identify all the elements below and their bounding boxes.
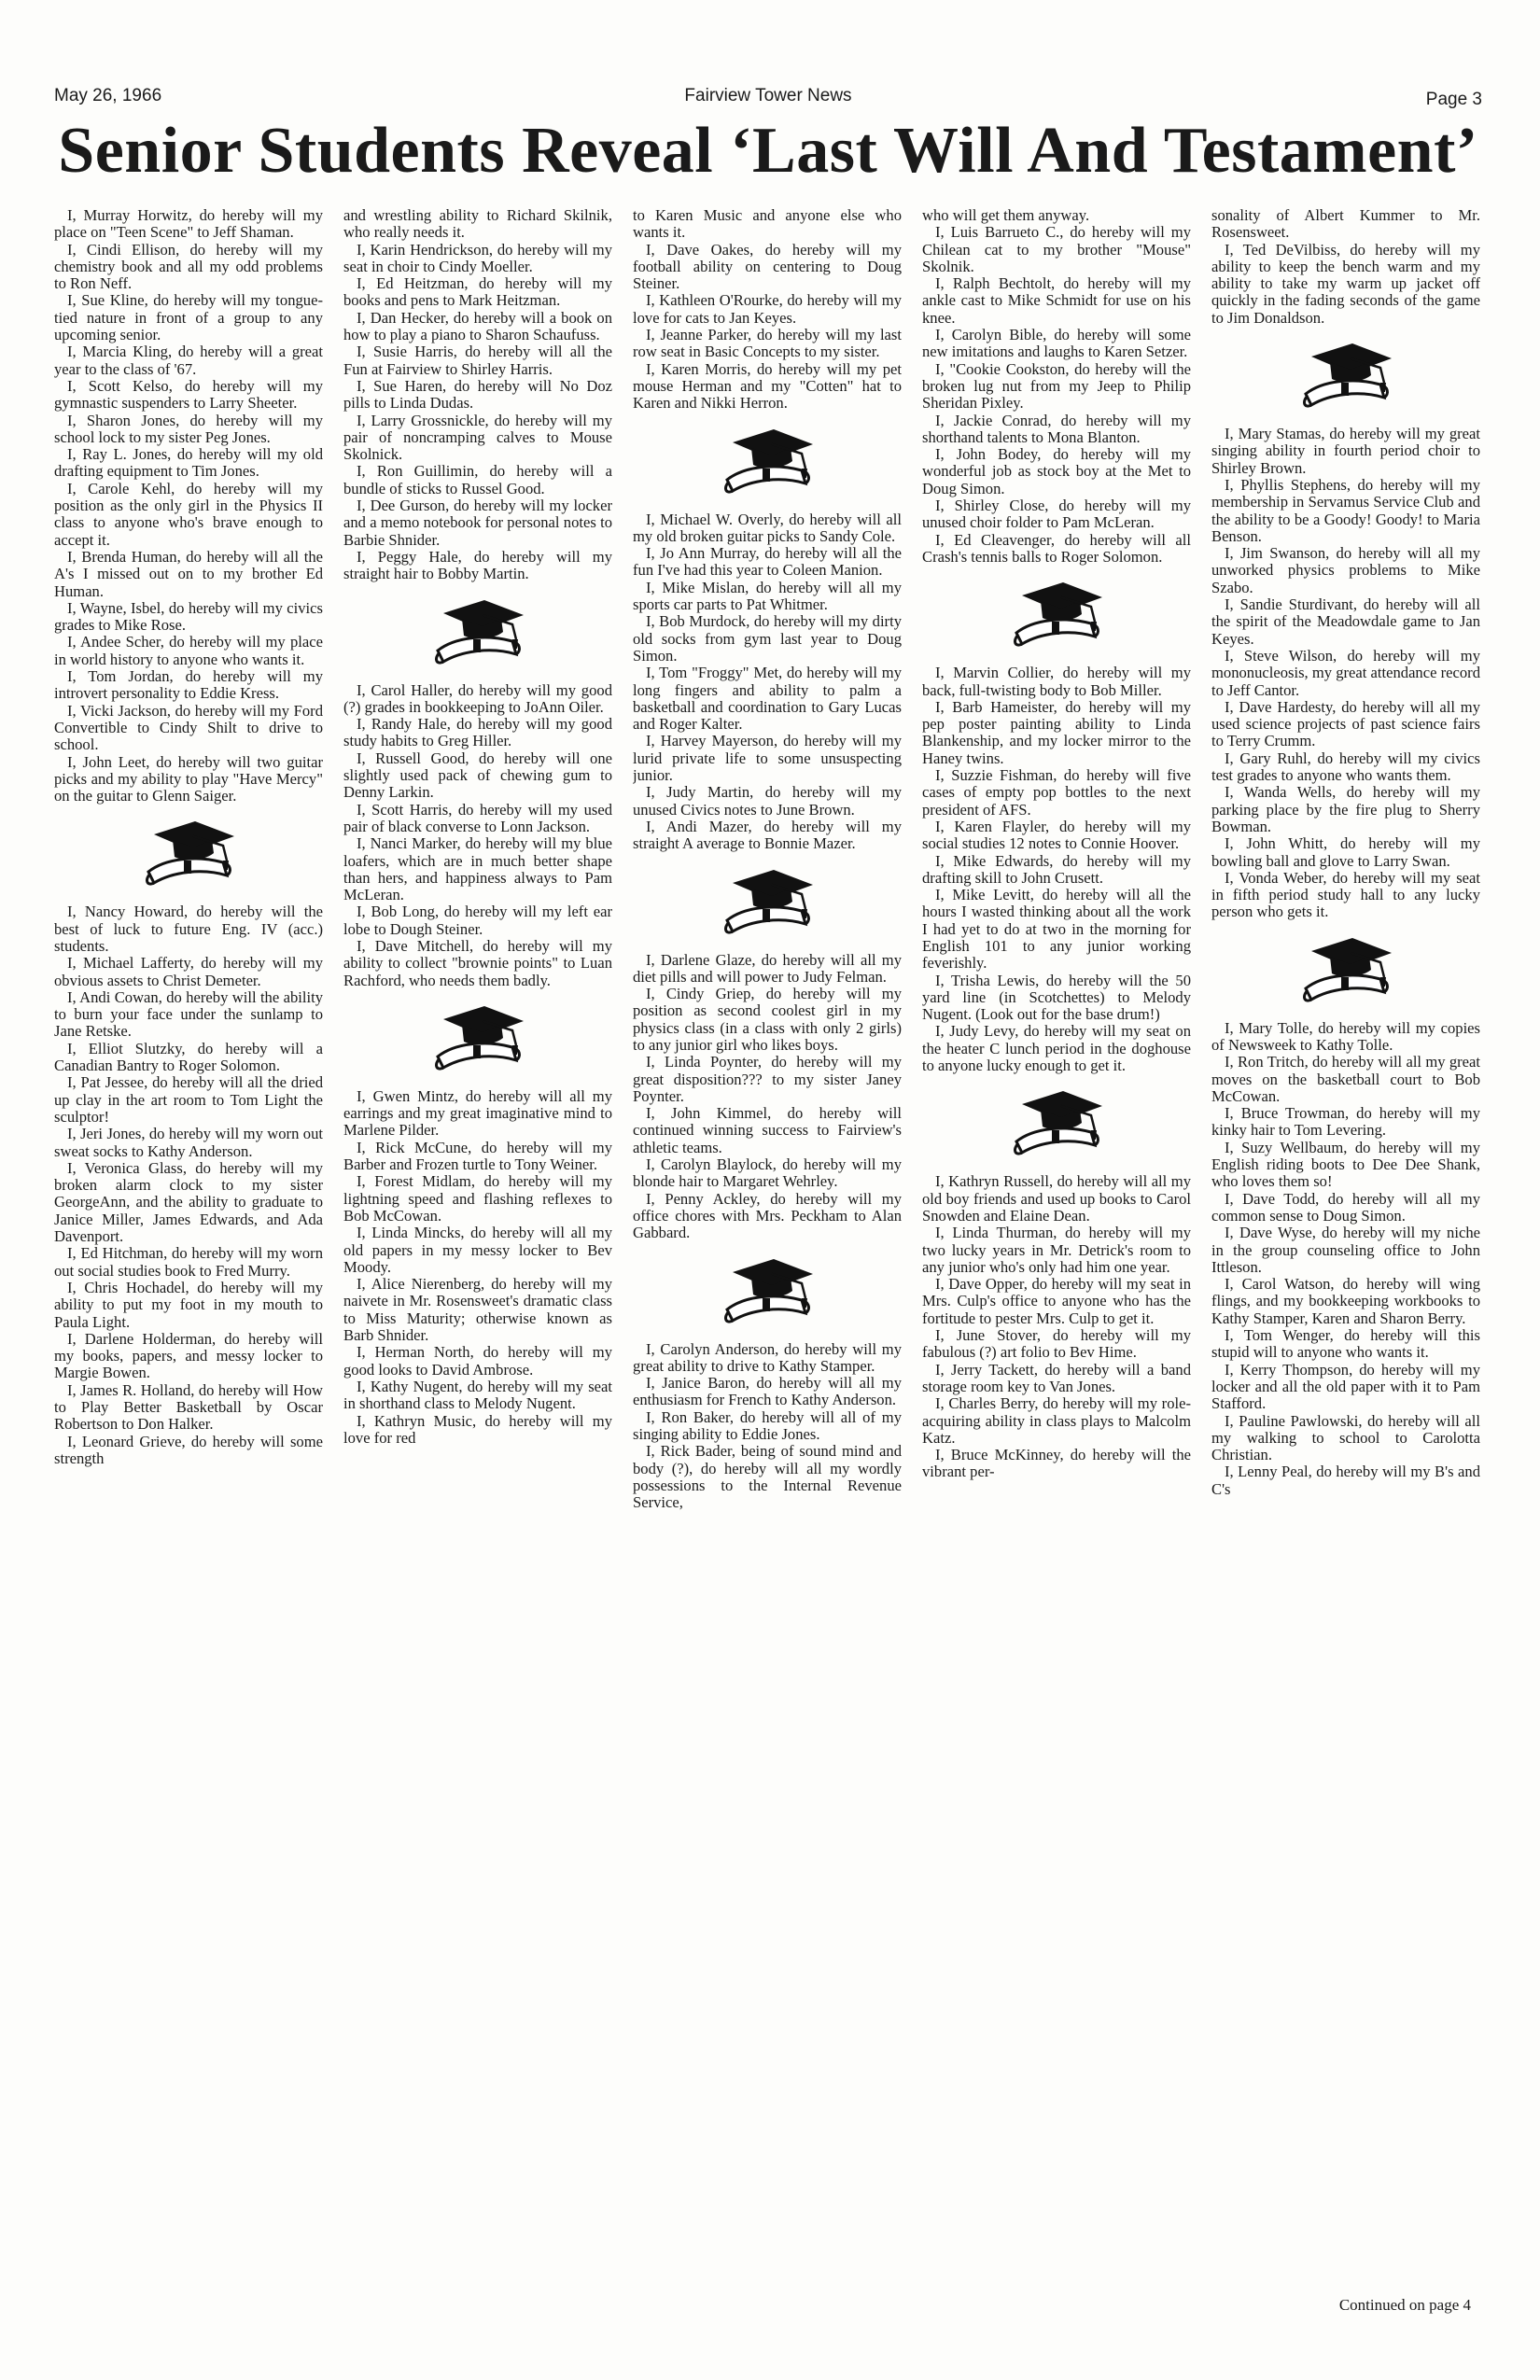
will-entry: I, Marcia Kling, do hereby will a great year to the class of '67.	[54, 343, 323, 378]
will-entry: I, James R. Holland, do hereby will How to Play Better Basketball by Oscar Robertson to Don Halker.	[54, 1380, 323, 1434]
column-3	[633, 207, 902, 2352]
will-entry: I, Forest Midlam, do hereby will my lightning speed and flashing reflexes to Bob McCowan.	[343, 1172, 612, 1225]
will-entry: I, Linda Thurman, do hereby will my two lucky years in Mr. Detrick's room to any junior who's only had him one year.	[922, 1224, 1191, 1276]
will-entry: I, Carolyn Anderson, do hereby will my great ability to drive to Kathy Stamper.	[633, 1339, 902, 1375]
will-entry: I, Barb Hameister, do hereby will my pep poster painting ability to Linda Blankenship, and my locker mirror to the Haney twins.	[922, 697, 1191, 767]
will-entry: I, Ed Heitzman, do hereby will my books and pens to Mark Heitzman.	[343, 274, 612, 310]
will-entry: I, John Bodey, do hereby will my wonderful job as stock boy at the Met to Doug Simon.	[922, 445, 1191, 497]
will-entry: I, Larry Grossnickle, do hereby will my pair of noncramping calves to Mouse Skolnick.	[343, 411, 612, 464]
will-entry: I, Russell Good, do hereby will one slightly used pack of chewing gum to Denny Larkin.	[343, 749, 612, 802]
will-entry: I, Dave Hardesty, do hereby will all my used science projects of past science fairs to Terry Crumm.	[1211, 697, 1480, 750]
will-entry: I, Bruce Trowman, do hereby will my kinky hair to Tom Levering.	[1211, 1104, 1480, 1140]
will-entry: I, Randy Hale, do hereby will my good study habits to Greg Hiller.	[343, 715, 612, 750]
column-4	[922, 207, 1191, 2352]
will-entry: I, Phyllis Stephens, do hereby will my membership in Servamus Service Club and the ability to be a Goody! Goody! to Maria Benson.	[1211, 475, 1480, 545]
will-entry: I, Tom Wenger, do hereby will this stupid will to anyone who wants it.	[1211, 1326, 1480, 1362]
will-entry: who will get them anyway.	[922, 207, 1090, 224]
headline: Senior Students Reveal ‘Last Will And Testament’	[58, 115, 1478, 187]
mortarboard-diploma-icon	[1005, 1084, 1108, 1164]
will-entry: I, Dave Todd, do hereby will all my common sense to Doug Simon.	[1211, 1189, 1480, 1225]
will-entry: I, Dave Mitchell, do hereby will my ability to collect "brownie points" to Luan Rachford, who needs them badly.	[343, 936, 612, 989]
mortarboard-diploma-icon	[716, 862, 819, 943]
will-entry: I, Jeri Jones, do hereby will my worn out sweat socks to Kathy Anderson.	[54, 1125, 323, 1160]
will-entry: I, Kathryn Russell, do hereby will all my old boy friends and used up books to Carol Snowden and Elaine Dean.	[922, 1172, 1191, 1225]
will-entry: I, Scott Harris, do hereby will my used pair of black converse to Lonn Jackson.	[343, 800, 612, 835]
will-entry: I, Ted DeVilbiss, do hereby will my ability to keep the bench warm and my ability to take my warm up jacket off quickly in the fading seconds of the game to Jim Donaldson.	[1211, 240, 1480, 327]
will-entry: I, Mary Tolle, do hereby will my copies of Newsweek to Kathy Tolle.	[1211, 1018, 1480, 1054]
will-entry: I, Jim Swanson, do hereby will all my unworked physics problems to Mike Szabo.	[1211, 544, 1480, 596]
will-entry: I, Brenda Human, do hereby will all the A's I missed out on to my brother Ed Human.	[54, 547, 323, 600]
will-entry: I, Ralph Bechtolt, do hereby will my ankle cast to Mike Schmidt for use on his knee.	[922, 274, 1191, 327]
will-entry: I, Jerry Tackett, do hereby will a band storage room key to Van Jones.	[922, 1360, 1191, 1395]
will-entry: I, Charles Berry, do hereby will my role-acquiring ability in class plays to Malcolm Katz.	[922, 1394, 1191, 1447]
will-entry: I, Janice Baron, do hereby will all my enthusiasm for French to Kathy Anderson.	[633, 1374, 902, 1409]
will-entry: I, Kathy Nugent, do hereby will my seat in shorthand class to Melody Nugent.	[343, 1377, 612, 1413]
will-entry: I, Lenny Peal, do hereby will my B's and C's	[1211, 1463, 1480, 1498]
will-entry: I, Ed Cleavenger, do hereby will all Crash's tennis balls to Roger Solomon.	[922, 530, 1191, 566]
will-entry: I, Nanci Marker, do hereby will my blue loafers, which are in much better shape than hers, and happiness always to Pam McLeran.	[343, 834, 612, 904]
will-entry: I, Elliot Slutzky, do hereby will a Canadian Bantry to Roger Solomon.	[54, 1039, 323, 1075]
will-entry: I, Karen Morris, do hereby will my pet mouse Herman and my "Cotten" hat to Karen and Nikki Herron.	[633, 359, 902, 413]
will-entry: I, Marvin Collier, do hereby will my back, full-twisting body to Bob Miller.	[922, 664, 1191, 699]
will-entry: I, Susie Harris, do hereby will all the Fun at Fairview to Shirley Harris.	[343, 343, 612, 378]
will-entry: I, Andi Cowan, do hereby will the ability to burn your face under the sunlamp to Jane Retske.	[54, 987, 323, 1041]
will-entry: I, Gary Ruhl, do hereby will my civics test grades to anyone who wants them.	[1211, 749, 1480, 785]
mortarboard-diploma-icon	[427, 999, 529, 1079]
will-entry: I, Darlene Holderman, do hereby will my books, papers, and messy locker to Margie Bowen.	[54, 1329, 323, 1382]
will-entry: I, Michael W. Overly, do hereby will all my old broken guitar picks to Sandy Cole.	[633, 510, 902, 545]
will-entry: I, Bruce McKinney, do hereby will the vibrant per-	[922, 1446, 1191, 1481]
will-entry: I, John Leet, do hereby will two guitar picks and my ability to play "Have Mercy" on the guitar to Glenn Saiger.	[54, 752, 323, 805]
will-entry: I, Ron Tritch, do hereby will all my great moves on the basketball court to Bob McCowan.	[1211, 1053, 1480, 1105]
will-entry: I, Rick McCune, do hereby will my Barber and Frozen turtle to Tony Weiner.	[343, 1138, 612, 1174]
will-entry: I, John Whitt, do hereby will my bowling ball and glove to Larry Swan.	[1211, 834, 1480, 870]
will-entry: I, Carol Haller, do hereby will my good (?) grades in bookkeeping to JoAnn Oiler.	[343, 680, 612, 716]
mortarboard-diploma-icon	[1005, 575, 1108, 655]
will-entry: I, Andee Scher, do hereby will my place in world history to anyone who wants it.	[54, 633, 323, 668]
will-entry: I, Carolyn Blaylock, do hereby will my blonde hair to Margaret Wehrley.	[633, 1155, 902, 1191]
will-entry: I, Andi Mazer, do hereby will my straight A average to Bonnie Mazer.	[633, 817, 902, 853]
will-entry: I, Rick Bader, being of sound mind and body (?), do hereby will all my wordly possessions to the Internal Revenue Service,	[633, 1442, 902, 1512]
will-entry: I, Tom Jordan, do hereby will my introvert personality to Eddie Kress.	[54, 667, 323, 703]
will-entry: I, Nancy Howard, do hereby will the best of luck to future Eng. IV (acc.) students.	[54, 903, 323, 955]
will-entry: I, Suzy Wellbaum, do hereby will my English riding boots to Dee Dee Shank, who loves them so!	[1211, 1138, 1480, 1191]
will-entry: I, Sharon Jones, do hereby will my school lock to my sister Peg Jones.	[54, 411, 323, 446]
will-entry: I, Peggy Hale, do hereby will my straight hair to Bobby Martin.	[343, 547, 612, 583]
mortarboard-diploma-icon	[716, 422, 819, 502]
will-entry: I, Dave Opper, do hereby will my seat in Mrs. Culp's office to anyone who has the fortitude to pester Mrs. Culp to get it.	[922, 1275, 1191, 1327]
article-columns	[54, 207, 1482, 2352]
will-entry: I, Leonard Grieve, do hereby will some strength	[54, 1432, 323, 1467]
will-entry: I, Cindy Griep, do hereby will my position as second coolest girl in my physics class (in a class with only 2 girls) to any junior girl who likes boys.	[633, 985, 902, 1054]
will-entry: I, Jeanne Parker, do hereby will my last row seat in Basic Concepts to my sister.	[633, 326, 902, 361]
will-entry: I, Jo Ann Murray, do hereby will all the fun I've had this year to Coleen Manion.	[633, 544, 902, 580]
will-entry: I, Jackie Conrad, do hereby will my shorthand talents to Mona Blanton.	[922, 411, 1191, 446]
will-entry: I, Ron Guillimin, do hereby will a bundle of sticks to Russel Good.	[343, 462, 612, 497]
column-2	[343, 207, 612, 2352]
mortarboard-diploma-icon	[1295, 336, 1397, 416]
will-entry: I, Sue Haren, do hereby will No Doz pills to Linda Dudas.	[343, 376, 612, 413]
continued-note: Continued on page 4	[1338, 2296, 1471, 2314]
will-entry: I, Ron Baker, do hereby will all of my singing ability to Eddie Jones.	[633, 1407, 902, 1444]
will-entry: I, Herman North, do hereby will my good looks to David Ambrose.	[343, 1343, 612, 1379]
page-number: Page 3	[1425, 90, 1482, 109]
newspaper-name: Fairview Tower News	[684, 86, 852, 105]
will-entry: I, Gwen Mintz, do hereby will all my earrings and my great imaginative mind to Marlene Pilder.	[343, 1086, 612, 1140]
will-entry: I, Bob Long, do hereby will my left ear lobe to Dough Steiner.	[343, 903, 612, 938]
will-entry: I, Murray Horwitz, do hereby will my place on "Teen Scene" to Jeff Shaman.	[54, 207, 323, 242]
will-entry: I, Carol Watson, do hereby will wing flings, and my bookkeeping workbooks to Kathy Stamper, Karen and Sharon Berry.	[1211, 1275, 1480, 1327]
will-entry: I, Judy Levy, do hereby will my seat on the heater C lunch period in the doghouse to anyone lucky enough to get it.	[922, 1022, 1191, 1075]
will-entry: I, Mike Mislan, do hereby will all my sports car parts to Pat Whitmer.	[633, 578, 902, 614]
will-entry: I, Dan Hecker, do hereby will a book on how to play a piano to Sharon Schaufuss.	[343, 308, 612, 344]
will-entry: I, Wayne, Isbel, do hereby will my civics grades to Mike Rose.	[54, 598, 323, 635]
will-entry: I, Wanda Wells, do hereby will my parking place by the fire plug to Sherry Bowman.	[1211, 783, 1480, 835]
will-entry: I, Linda Mincks, do hereby will all my old papers in my messy locker to Bev Moody.	[343, 1224, 612, 1276]
will-entry: I, Pauline Pawlowski, do hereby will all my walking to school to Carolotta Christian.	[1211, 1411, 1480, 1464]
will-entry: to Karen Music and anyone else who wants it.	[633, 207, 902, 242]
will-entry: I, Linda Poynter, do hereby will my great disposition??? to my sister Janey Poynter.	[633, 1053, 902, 1105]
will-entry: I, Dave Oakes, do hereby will my football ability on centering to Doug Steiner.	[633, 240, 902, 293]
will-entry: I, Kerry Thompson, do hereby will my locker and all the old paper with it to Pam Stafford.	[1211, 1360, 1480, 1413]
will-entry: I, Mike Levitt, do hereby will all the hours I wasted thinking about all the work I had yet to do at two in the morning for English 101 to any junior working feverishly.	[922, 886, 1191, 973]
will-entry: I, Michael Lafferty, do hereby will my obvious assets to Christ Demeter.	[54, 954, 323, 989]
will-entry: I, Karen Flayler, do hereby will my social studies 12 notes to Connie Hoover.	[922, 817, 1191, 853]
will-entry: I, Cindi Ellison, do hereby will my chemistry book and all my odd problems to Ron Neff.	[54, 240, 323, 293]
will-entry: I, Dee Gurson, do hereby will my locker and a memo notebook for personal notes to Barbie Shnider.	[343, 497, 612, 549]
will-entry: I, Harvey Mayerson, do hereby will my lurid private life to some unsuspecting junior.	[633, 732, 902, 785]
mortarboard-diploma-icon	[137, 814, 240, 894]
will-entry: I, Veronica Glass, do hereby will my broken alarm clock to my sister GeorgeAnn, and the ability to graduate to Janice Miller, James Edwards, and Ada Davenport.	[54, 1158, 323, 1246]
column-5	[1211, 207, 1480, 2352]
will-entry: I, Scott Kelso, do hereby will my gymnastic suspenders to Larry Sheeter.	[54, 376, 323, 413]
will-entry: I, Carolyn Bible, do hereby will some new imitations and laughs to Karen Setzer.	[922, 326, 1191, 361]
will-entry: and wrestling ability to Richard Skilnik, who really needs it.	[343, 207, 612, 242]
mortarboard-diploma-icon	[716, 1252, 819, 1332]
will-entry: I, Pat Jessee, do hereby will all the dried up clay in the art room to Tom Light the sculptor!	[54, 1073, 323, 1126]
issue-date: May 26, 1966	[54, 86, 162, 105]
mortarboard-diploma-icon	[1295, 931, 1397, 1011]
will-entry: I, Darlene Glaze, do hereby will all my diet pills and will power to Judy Felman.	[633, 950, 902, 986]
column-1	[54, 207, 323, 2352]
will-entry: I, Tom "Froggy" Met, do hereby will my long fingers and ability to palm a basketball and coordination to Gary Lucas and Roger Kalter.	[633, 664, 902, 734]
will-entry: I, Alice Nierenberg, do hereby will my naivete in Mr. Rosensweet's dramatic class to Miss Maturity; otherwise known as Barb Shnider.	[343, 1275, 612, 1345]
will-entry: I, Penny Ackley, do hereby will my office chores with Mrs. Peckham to Alan Gabbard.	[633, 1189, 902, 1242]
will-entry: I, Mike Edwards, do hereby will my drafting skill to John Crusett.	[922, 851, 1191, 887]
will-entry: I, Sue Kline, do hereby will my tongue-tied nature in front of a group to any upcoming senior.	[54, 291, 323, 344]
will-entry: I, Dave Wyse, do hereby will my niche in the group counseling office to John Ittleson.	[1211, 1224, 1480, 1276]
will-entry: I, Carole Kehl, do hereby will my position as the only girl in the Physics II class to anyone who's brave enough to accept it.	[54, 479, 323, 549]
mortarboard-diploma-icon	[427, 593, 529, 673]
will-entry: I, June Stover, do hereby will my fabulous (?) art folio to Bev Hime.	[922, 1326, 1191, 1362]
will-entry: I, Vonda Weber, do hereby will my seat in fifth period study hall to any lucky person who gets it.	[1211, 868, 1480, 921]
will-entry: I, Steve Wilson, do hereby will my mononucleosis, my great attendance record to Jeff Cantor.	[1211, 646, 1480, 699]
will-entry: I, Shirley Close, do hereby will my unused choir folder to Pam McLeran.	[922, 497, 1191, 532]
will-entry: I, Suzzie Fishman, do hereby will five cases of empty pop bottles to the next president of AFS.	[922, 766, 1191, 819]
will-entry: I, Kathryn Music, do hereby will my love for red	[343, 1411, 612, 1447]
will-entry: I, Vicki Jackson, do hereby will my Ford Convertible to Cindy Shilt to drive to school.	[54, 701, 323, 754]
will-entry: I, Chris Hochadel, do hereby will my ability to put my foot in my mouth to Paula Light.	[54, 1278, 323, 1331]
page-header	[54, 86, 1482, 114]
will-entry: I, Mary Stamas, do hereby will my great singing ability in fourth period choir to Shirley Brown.	[1211, 425, 1480, 477]
will-entry: I, Bob Murdock, do hereby will my dirty old socks from gym last year to Doug Simon.	[633, 612, 902, 665]
will-entry: I, Ed Hitchman, do hereby will my worn out social studies book to Fred Murry.	[54, 1244, 323, 1280]
will-entry: I, Sandie Sturdivant, do hereby will all the spirit of the Meadowdale game to Jan Keyes.	[1211, 595, 1480, 648]
will-entry: I, John Kimmel, do hereby will continued winning success to Fairview's athletic teams.	[633, 1104, 902, 1156]
will-entry: I, Kathleen O'Rourke, do hereby will my love for cats to Jan Keyes.	[633, 291, 902, 327]
will-entry: I, Trisha Lewis, do hereby will the 50 yard line (in Scotchettes) to Melody Nugent. (Look out for the base drum!)	[922, 971, 1191, 1024]
will-entry: sonality of Albert Kummer to Mr. Rosensweet.	[1211, 207, 1480, 242]
will-entry: I, "Cookie Cookston, do hereby will the broken lug nut from my Jeep to Philip Sheridan Pixley.	[922, 359, 1191, 413]
will-entry: I, Ray L. Jones, do hereby will my old drafting equipment to Tim Jones.	[54, 445, 323, 481]
will-entry: I, Luis Barrueto C., do hereby will my Chilean cat to my brother "Mouse" Skolnik.	[922, 223, 1191, 275]
will-entry: I, Judy Martin, do hereby will my unused Civics notes to June Brown.	[633, 783, 902, 819]
will-entry: I, Karin Hendrickson, do hereby will my seat in choir to Cindy Moeller.	[343, 240, 612, 275]
